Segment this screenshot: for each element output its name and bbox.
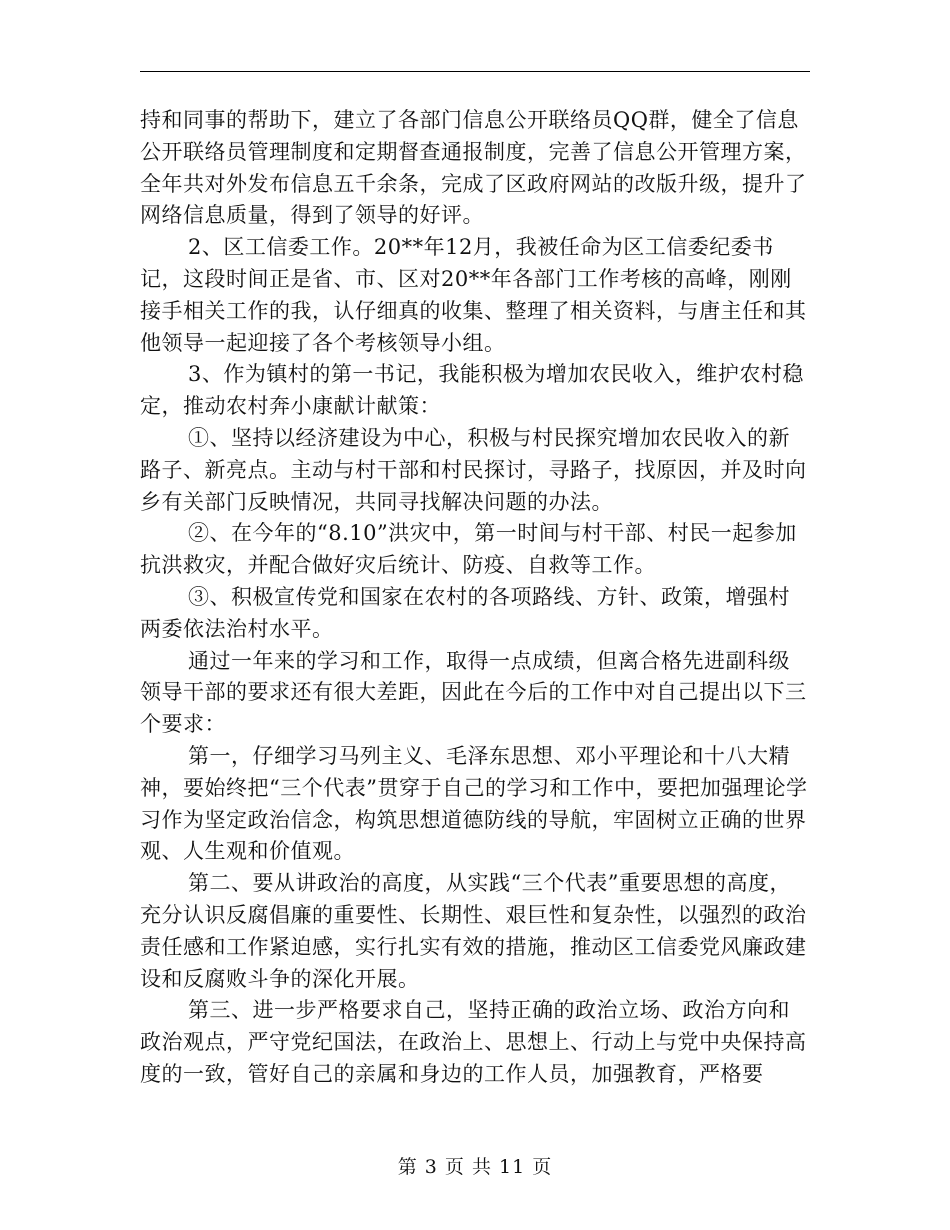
header-rule (140, 71, 810, 72)
paragraph-8: 第一，仔细学习马列主义、毛泽东思想、邓小平理论和十八大精神，要始终把“三个代表”贯穿于自己的学习和工作中，要把加强理论学习作为坚定政治信念，构筑思想道德防线的导航，牢固树立正确的世界观、人生观和价值观。 (140, 743, 808, 864)
paragraph-3: 3、作为镇村的第一书记，我能积极为增加农民收入，维护农村稳定，推动农村奔小康献计献策： (140, 362, 804, 419)
paragraph-4: ①、坚持以经济建设为中心，积极与村民探究增加农民收入的新路子、新亮点。主动与村干部和村民探讨，寻路子，找原因，并及时向乡有关部门反映情况，共同寻找解决问题的办法。 (140, 425, 807, 514)
page-number-footer: 第 3 页 共 11 页 (397, 1156, 553, 1178)
paragraph-7: 通过一年来的学习和工作，取得一点成绩，但离合格先进副科级领导干部的要求还有很大差距，因此在今后的工作中对自己提出以下三个要求： (140, 648, 807, 737)
body-text (140, 105, 810, 1091)
paragraph-5: ②、在今年的“8.10”洪灾中，第一时间与村干部、村民一起参加抗洪救灾，并配合做好灾后统计、防疫、自救等工作。 (140, 521, 797, 578)
paragraph-10: 第三、进一步严格要求自己，坚持正确的政治立场、政治方向和政治观点，严守党纪国法，在政治上、思想上、行动上与党中央保持高度的一致，管好自己的亲属和身边的工作人员，加强教育，严格要 (140, 998, 807, 1086)
paragraph-1: 持和同事的帮助下，建立了各部门信息公开联络员QQ群，健全了信息公开联络员管理制度和定期督查通报制度，完善了信息公开管理方案，全年共对外发布信息五千余条，完成了区政府网站的改版升级，提升了网络信息质量，得到了领导的好评。 (140, 108, 807, 228)
paragraph-9: 第二、要从讲政治的高度，从实践“三个代表”重要思想的高度，充分认识反腐倡廉的重要性、长期性、艰巨性和复杂性，以强烈的政治责任感和工作紧迫感，实行扎实有效的措施，推动区工信委党风廉政建设和反腐败斗争的深化开展。 (140, 871, 807, 991)
paragraph-6: ③、积极宣传党和国家在农村的各项路线、方针、政策，增强村两委依法治村水平。 (140, 584, 790, 641)
paragraph-2: 2、区工信委工作。20**年12月，我被任命为区工信委纪委书记，这段时间正是省、市、区对20**年各部门工作考核的高峰，刚刚接手相关工作的我，认仔细真的收集、整理了相关资料，与唐主任和其他领导一起迎接了各个考核领导小组。 (140, 235, 807, 355)
